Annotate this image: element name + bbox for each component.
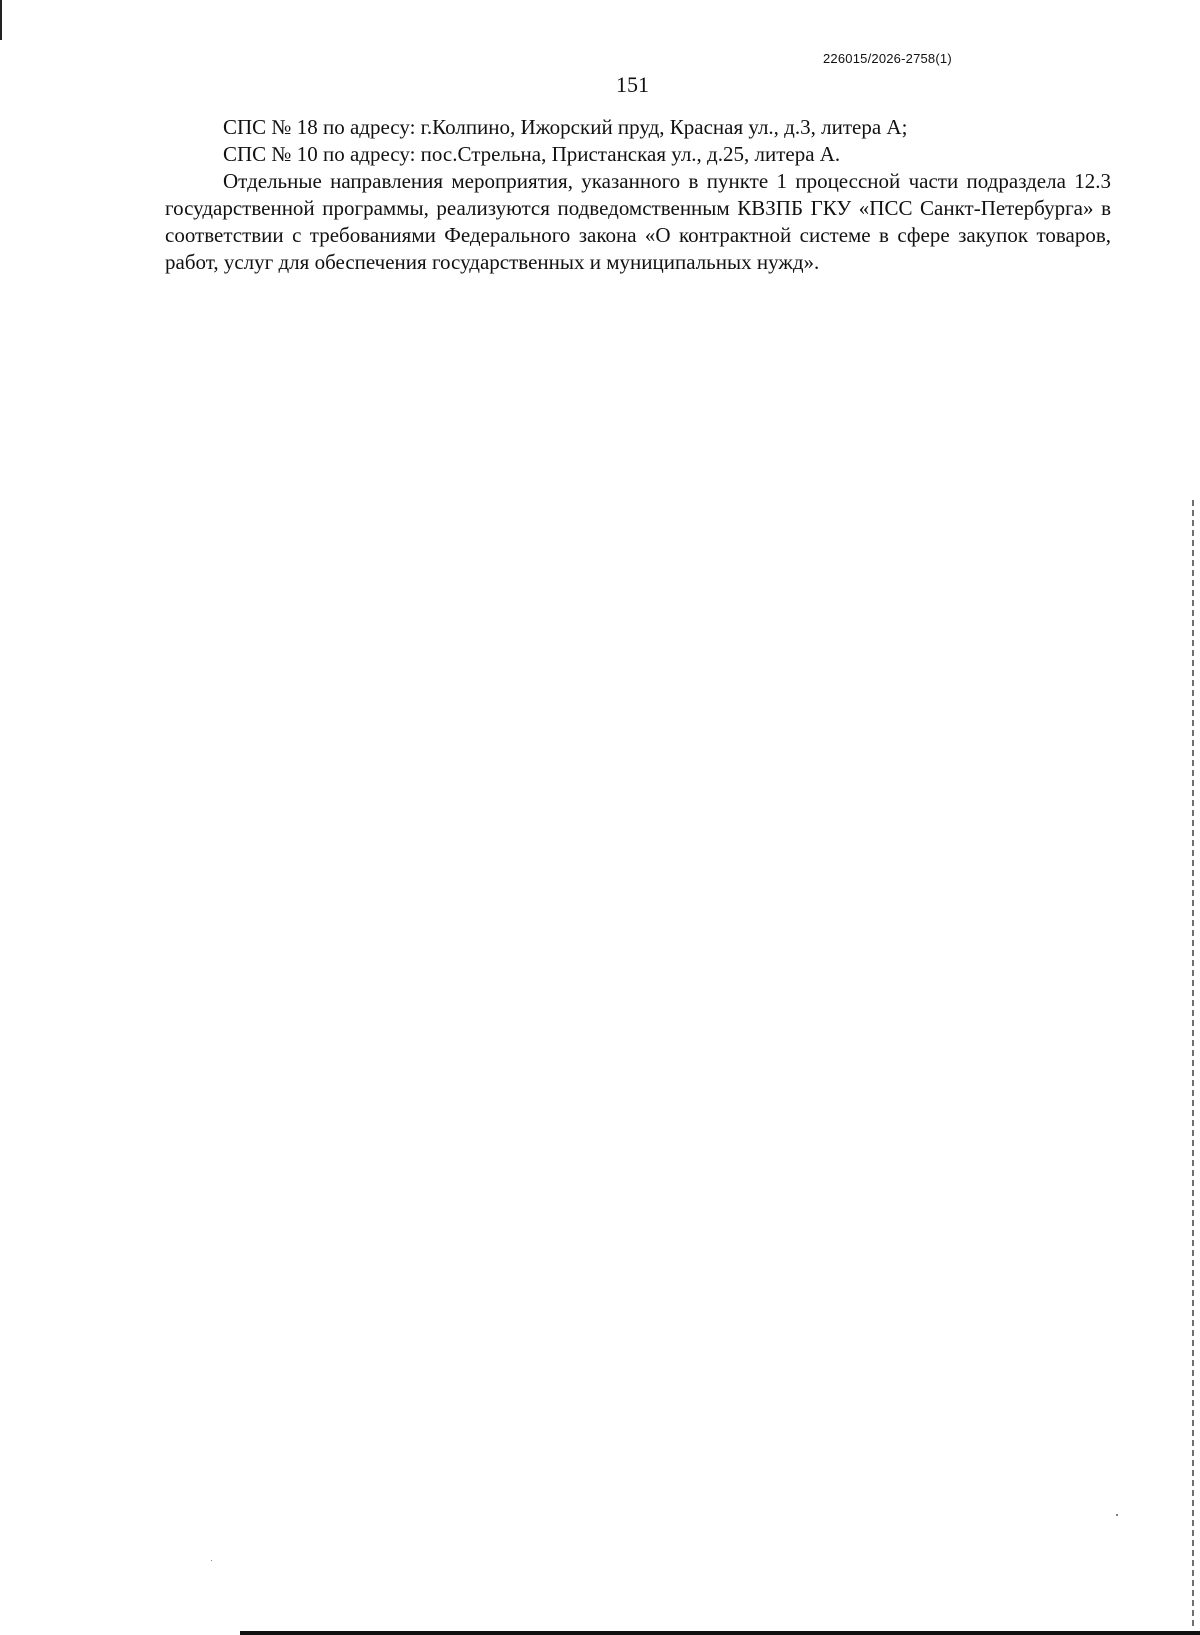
scan-edge-right (1192, 500, 1194, 1630)
document-body (165, 114, 1111, 276)
document-id: 226015/2026-2758(1) (823, 51, 952, 66)
address-line-1: СПС № 18 по адресу: г.Колпино, Ижорский пруд, Красная ул., д.3, литера А; (223, 115, 908, 139)
scan-edge-left (0, 0, 2, 40)
body-paragraph: Отдельные направления мероприятия, указанного в пункте 1 процессной части подраздела 12.3 государственной программы, реализуются подведомственным КВЗПБ ГКУ «ПСС Санкт-Петербурга» в соответствии с требованиями Федерального закона «О контрактной системе в сфере закупок товаров, работ, услуг для обеспечения государственных и муниципальных нужд». (165, 169, 1111, 274)
scan-speck (1116, 1514, 1118, 1516)
scan-edge-bottom (240, 1631, 1200, 1635)
scan-speck (211, 1560, 212, 1561)
address-line-2: СПС № 10 по адресу: пос.Стрельна, Пристанская ул., д.25, литера А. (223, 142, 841, 166)
page-number: 151 (616, 72, 649, 97)
